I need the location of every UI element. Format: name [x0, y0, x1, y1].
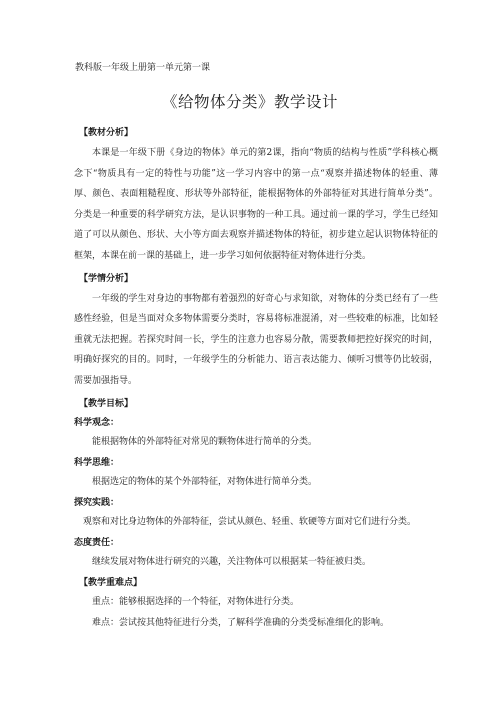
goal-label-thinking: 科学思维： [74, 457, 120, 468]
goal-label-concept: 科学观念： [74, 417, 120, 428]
goal-text-concept: 能根据物体的外部特征对常见的颗物体进行简单的分类。 [92, 436, 318, 447]
section-heading-learner: 【学情分析】 [79, 273, 134, 284]
course-series-line: 教科版一年级上册第一单元第一课 [75, 63, 211, 73]
goal-text-attitude: 继续发展对物体进行研究的兴趣，关注物体可以根据某一特征被归类。 [92, 556, 372, 567]
learner-analysis-paragraph: 一年级的学生对身边的事物都有着强烈的好奇心与求知欲，对物体的分类已经有了一些感性经验，但是当面对众多物体需要分类时，容易将标准混淆，对一些较难的标准，比如轻重就无法把握。若探究时间一长，学生的注意力也容易分散，需要教师把控好探究的时间，明确好探究的目的。同时，一年级学生的分析能力、语言表达能力、倾听习惯等仍比较弱，需要加强指导。 [74, 293, 438, 386]
document-title: 《给物体分类》教学设计 [161, 93, 338, 111]
section-heading-goals: 【教学目标】 [79, 398, 134, 409]
document-body [74, 124, 438, 635]
section-heading-material: 【教材分析】 [79, 128, 134, 138]
material-analysis-paragraph: 本课是一年级下册《身边的物体》单元的第2课，指向“物质的结构与性质”学科核心概念下“物质具有一定的特性与功能”这一学习内容中的第一点“观察并描述物体的轻重、薄厚、颜色、表面粗糙程度、形状等外部特征，能根据物体的外部特征对其进行简单分类”。分类是一种重要的科学研究方法，是认识事物的一种工具。通过前一课的学习，学生已经知道了可以从颜色、形状、大小等方面去观察并描述物体的特征，初步建立起认识物体特征的框架，本课在前一课的基础上，进一步学习如何依据特征对物体进行分类。 [74, 148, 438, 261]
keypoint-difficult: 难点：尝试按其他特征进行分类，了解科学准确的分类受标准细化的影响。 [92, 617, 390, 628]
keypoint-important: 重点：能够根据选择的一个特征，对物体进行分类。 [92, 596, 300, 607]
section-heading-keypoints: 【教学重难点】 [79, 577, 143, 588]
goal-label-attitude: 态度责任： [74, 537, 120, 548]
goal-text-practice: 观察和对比身边物体的外部特征，尝试从颜色、轻重、软硬等方面对它们进行分类。 [83, 516, 417, 527]
goal-label-practice: 探究实践： [74, 497, 120, 508]
goal-text-thinking: 根据选定的物体的某个外部特征，对物体进行简单分类。 [92, 476, 318, 487]
